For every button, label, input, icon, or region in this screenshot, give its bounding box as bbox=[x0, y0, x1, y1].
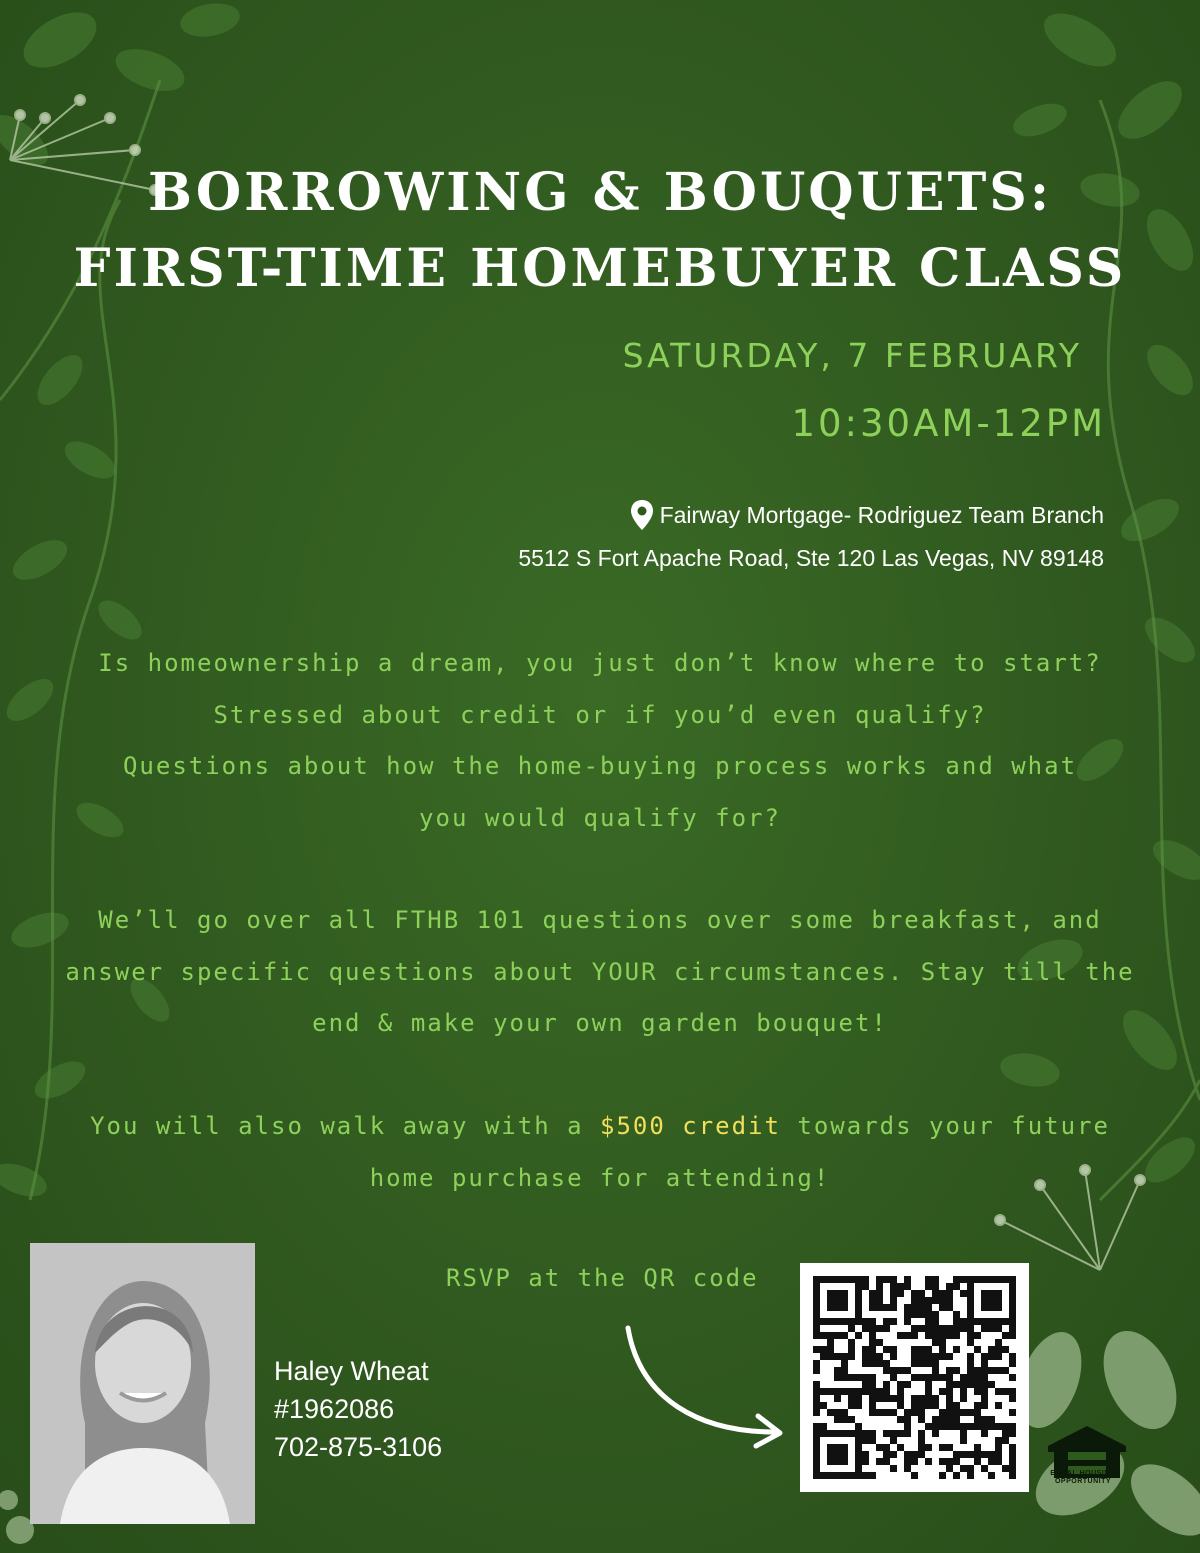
venue-name: Fairway Mortgage- Rodriguez Team Branch bbox=[659, 501, 1104, 528]
intro-paragraph bbox=[60, 638, 1140, 844]
location-pin-icon bbox=[630, 500, 654, 530]
intro-line: you would qualify for? bbox=[419, 803, 781, 832]
event-date: SATURDAY, 7 FEBRUARY bbox=[622, 336, 1082, 375]
agent-phone[interactable]: 702-875-3106 bbox=[274, 1432, 443, 1462]
rsvp-text: RSVP at the QR code bbox=[446, 1264, 759, 1292]
event-time: 10:30AM-12PM bbox=[791, 402, 1106, 445]
credit-line bbox=[60, 1101, 1140, 1153]
intro-line: Questions about how the home-buying process works and what bbox=[122, 752, 1078, 780]
curved-arrow-icon bbox=[610, 1320, 800, 1450]
details-line: answer specific questions about YOUR circumstances. Stay till the bbox=[65, 957, 1135, 986]
agent-license: #1962086 bbox=[274, 1394, 395, 1424]
event-title-line2: FIRST-TIME HOMEBUYER CLASS bbox=[73, 238, 1127, 299]
venue-address: 5512 S Fort Apache Road, Ste 120 Las Vegas, NV 89148 bbox=[518, 545, 1104, 571]
agent-name: Haley Wheat bbox=[274, 1356, 429, 1386]
equal-housing-line2: OPPORTUNITY bbox=[1054, 1478, 1112, 1485]
credit-paragraph bbox=[60, 1101, 1140, 1204]
credit-text-after: towards your future bbox=[780, 1112, 1110, 1140]
agent-portrait bbox=[30, 1243, 255, 1524]
credit-highlight: $500 credit bbox=[600, 1112, 781, 1140]
qr-code-image bbox=[800, 1263, 1029, 1492]
event-title-line1: BORROWING & BOUQUETS: bbox=[147, 162, 1053, 223]
agent-photo bbox=[30, 1243, 255, 1524]
equal-housing-text bbox=[1038, 1470, 1128, 1486]
equal-housing-line1: EQUAL HOUSING bbox=[1050, 1470, 1116, 1477]
credit-text-before: You will also walk away with a bbox=[90, 1112, 600, 1140]
details-line: end & make your own garden bouquet! bbox=[312, 1009, 888, 1037]
credit-line-2: home purchase for attending! bbox=[369, 1163, 831, 1192]
agent-contact bbox=[274, 1352, 442, 1466]
details-line: We’ll go over all FTHB 101 questions over some breakfast, and bbox=[98, 906, 1102, 934]
rsvp-qr-code[interactable] bbox=[800, 1263, 1029, 1492]
details-paragraph bbox=[60, 895, 1140, 1050]
intro-line: Is homeownership a dream, you just don’t know where to start? bbox=[98, 649, 1102, 677]
intro-line: Stressed about credit or if you’d even qualify? bbox=[213, 700, 987, 729]
venue-name-row bbox=[630, 500, 1104, 530]
